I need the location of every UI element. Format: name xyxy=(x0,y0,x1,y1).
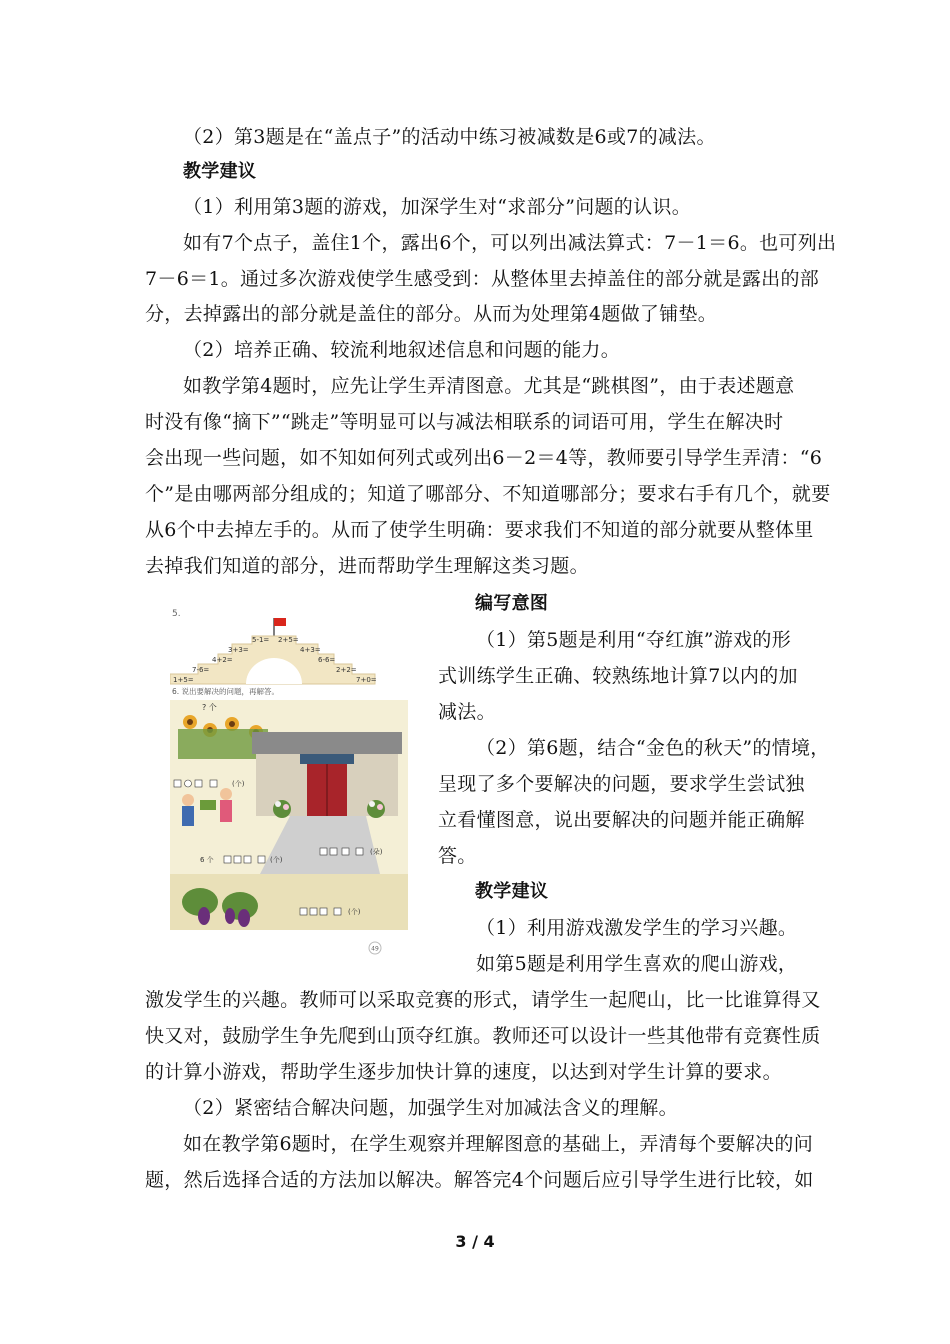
equation-label: 4+3= xyxy=(300,646,321,654)
paragraph-line: 去掉我们知道的部分，进而帮助学生理解这类习题。 xyxy=(145,555,589,577)
paragraph-line: 分，去掉露出的部分就是盖住的部分。从而为处理第4题做了铺垫。 xyxy=(145,303,718,325)
paragraph-line: （2）第3题是在“盖点子”的活动中练习被减数是6或7的减法。 xyxy=(183,126,716,148)
paragraph-line: 如在教学第6题时，在学生观察并理解图意的基础上，弄清每个要解决的问 xyxy=(183,1133,813,1155)
equation-label: 1+5= xyxy=(173,676,194,684)
paragraph-line: 题，然后选择合适的方法加以解决。解答完4个问题后应引导学生进行比较，如 xyxy=(145,1169,814,1191)
paragraph-line: 如教学第4题时，应先让学生弄清图意。尤其是“跳棋图”，由于表述题意 xyxy=(183,375,795,397)
equation-label: 2+5= xyxy=(278,636,299,644)
six-label: 6 个 xyxy=(200,856,214,864)
paragraph-line: （1）利用游戏激发学生的学习兴趣。 xyxy=(476,917,798,939)
section-heading: 教学建议 xyxy=(183,161,257,182)
unit-label: (个) xyxy=(232,780,245,788)
page-number: 49 xyxy=(371,945,379,953)
equation-label: 5-1= xyxy=(252,636,270,644)
equation-label: 6-6= xyxy=(318,656,336,664)
section-heading: 教学建议 xyxy=(475,881,549,902)
paragraph-line: 时没有像“摘下”“跳走”等明显可以与减法相联系的词语可用，学生在解决时 xyxy=(145,411,784,433)
paragraph-line: （1）利用第3题的游戏，加深学生对“求部分”问题的认识。 xyxy=(183,196,692,218)
paragraph-line: 呈现了多个要解决的问题，要求学生尝试独 xyxy=(438,773,805,795)
paragraph-line: 如第5题是利用学生喜欢的爬山游戏， xyxy=(476,953,798,975)
paragraph-line: 的计算小游戏，帮助学生逐步加快计算的速度，以达到对学生计算的要求。 xyxy=(145,1061,782,1083)
textbook-illustration xyxy=(170,604,415,956)
unit-label: (朵) xyxy=(370,848,383,856)
roof xyxy=(252,732,402,754)
paragraph-line: 答。 xyxy=(438,845,477,867)
unit-label: (个) xyxy=(348,908,361,916)
equation-label: 2+2= xyxy=(336,666,357,674)
equation-label: 4+2= xyxy=(212,656,233,664)
q5-label: 5. xyxy=(172,609,181,619)
paragraph-line: 从6个中去掉左手的。从而了使学生明确：要求我们不知道的部分就要从整体里 xyxy=(145,519,814,541)
page-footer: 3 / 4 xyxy=(455,1232,495,1251)
paragraph-line: 会出现一些问题，如不知如何列式或列出6－2＝4等，教师要引导学生弄清：“6 xyxy=(145,447,823,469)
paragraph-line: 减法。 xyxy=(438,701,496,723)
paragraph-line: （1）第5题是利用“夺红旗”游戏的形 xyxy=(476,629,792,651)
q6-label: 6. 说出要解决的问题，再解答。 xyxy=(172,687,280,696)
unit-label: (个) xyxy=(270,856,283,864)
paragraph-line: 激发学生的兴趣。教师可以采取竞赛的形式，请学生一起爬山，比一比谁算得又 xyxy=(145,989,821,1011)
equation-label: 3+3= xyxy=(228,646,249,654)
eggplant-garden xyxy=(170,874,408,930)
illustration-svg xyxy=(170,604,415,956)
paragraph-line: （2）培养正确、较流利地叙述信息和问题的能力。 xyxy=(183,339,620,361)
section-heading: 编写意图 xyxy=(475,593,549,614)
equation-label: 7+0= xyxy=(356,676,377,684)
paragraph-line: 7－6＝1。通过多次游戏使学生感受到：从整体里去掉盖住的部分就是露出的部 xyxy=(145,268,820,290)
paragraph-line: 式训练学生正确、较熟练地计算7以内的加 xyxy=(438,665,798,687)
equation-label: 7-6= xyxy=(192,666,210,674)
paragraph-line: 如有7个点子，盖住1个，露出6个，可以列出减法算式：7－1＝6。也可列出 xyxy=(183,232,837,254)
paragraph-line: 个”是由哪两部分组成的；知道了哪部分、不知道哪部分；要求右手有几个，就要 xyxy=(145,483,831,505)
paragraph-line: （2）紧密结合解决问题，加强学生对加减法含义的理解。 xyxy=(183,1097,678,1119)
question-mark-label: ? 个 xyxy=(202,703,217,712)
paragraph-line: 快又对，鼓励学生争先爬到山顶夺红旗。教师还可以设计一些其他带有竞赛性质 xyxy=(145,1025,821,1047)
paragraph-line: （2）第6题，结合“金色的秋天”的情境， xyxy=(476,737,830,759)
paragraph-line: 立看懂图意，说出要解决的问题并能正确解 xyxy=(438,809,805,831)
flag-icon xyxy=(274,618,286,626)
